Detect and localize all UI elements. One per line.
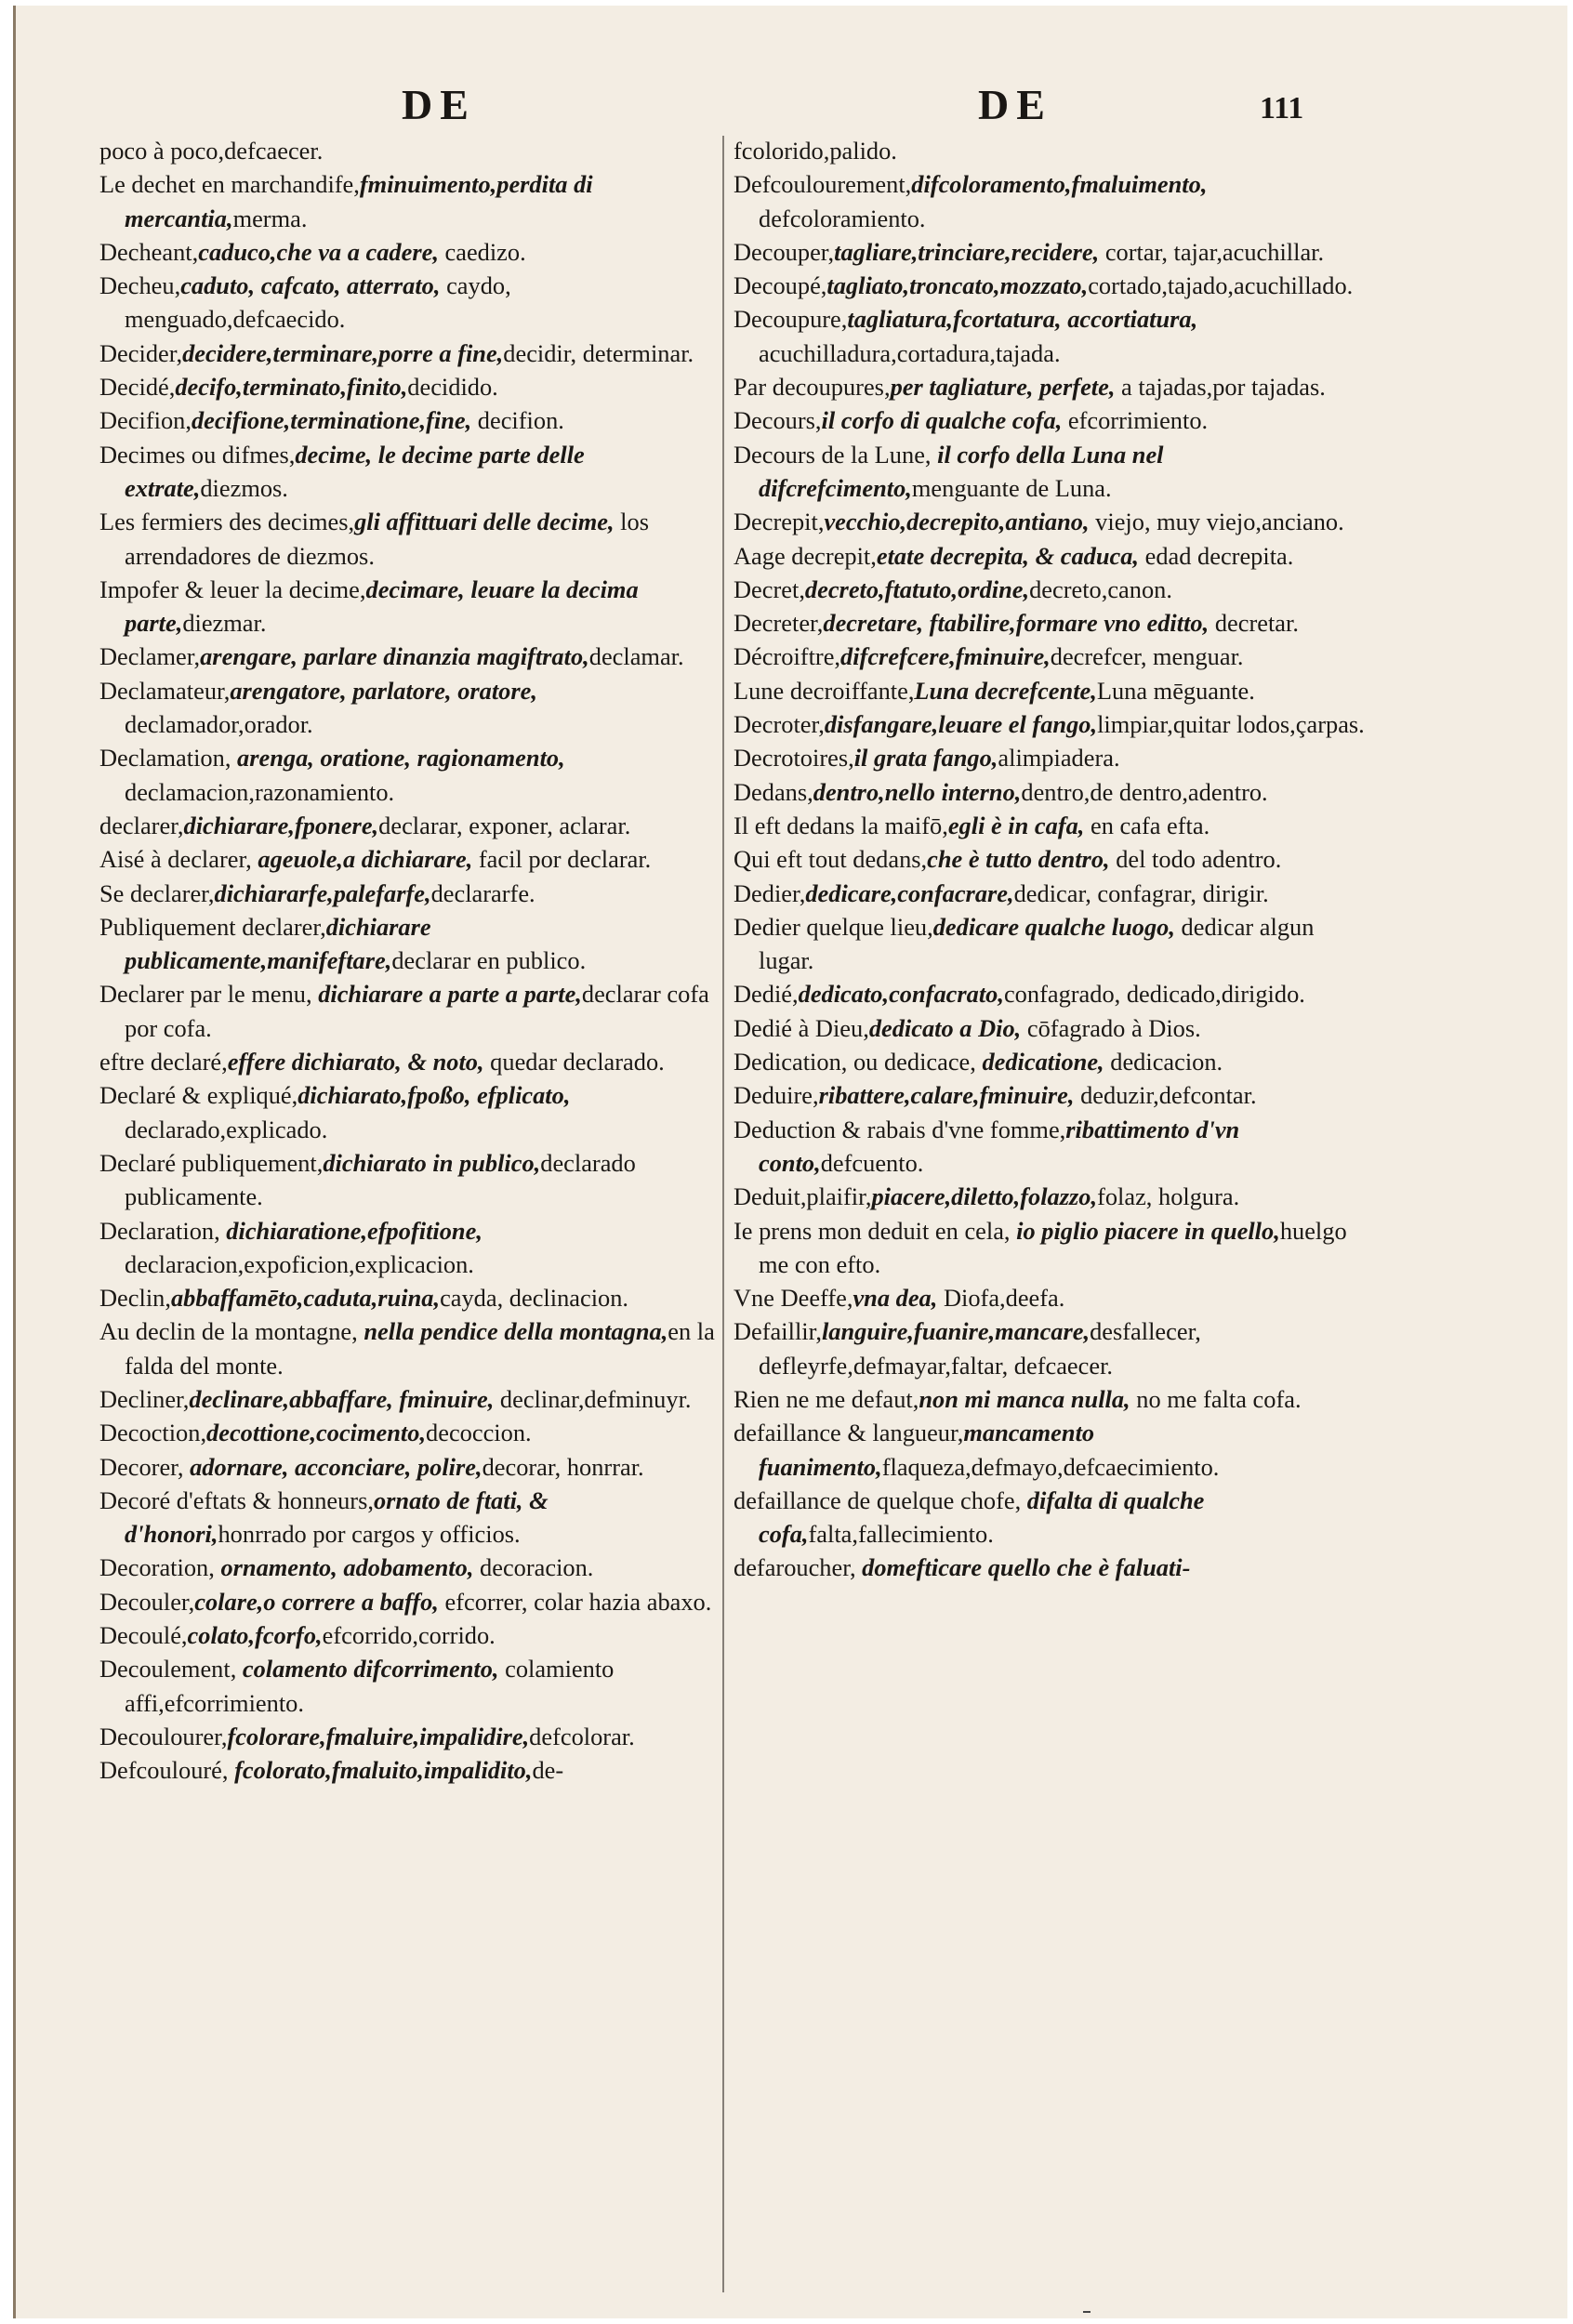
headword: Deduit,plaifir, <box>734 1182 872 1211</box>
italian-gloss: decime, le decime parte delle extrate, <box>125 440 585 502</box>
spanish-gloss: huelgo me con efto. <box>759 1216 1347 1278</box>
headword: Les fermiers des decimes, <box>99 508 355 536</box>
running-head-right: DE <box>978 81 1052 128</box>
headword: Decidé, <box>99 373 176 402</box>
dictionary-entry <box>99 1484 732 1552</box>
dictionary-entry <box>99 1214 732 1282</box>
headword: Decoupure, <box>734 305 848 334</box>
dictionary-entry <box>99 741 732 809</box>
spanish-gloss: deduzir,defcontar. <box>1074 1081 1257 1110</box>
spanish-gloss: del todo adentro. <box>1109 845 1282 874</box>
headword: Dedier, <box>734 878 806 907</box>
dictionary-entry <box>734 235 1366 269</box>
headword: Au declin de la montagne, <box>99 1317 364 1346</box>
headword: Decroter, <box>734 710 825 739</box>
headword: Decouler, <box>99 1587 195 1616</box>
spanish-gloss: alimpiadera. <box>998 744 1120 772</box>
dictionary-entry <box>99 1382 732 1416</box>
spanish-gloss: flaqueza,defmayo,defcaecimiento. <box>881 1452 1220 1481</box>
dictionary-entry <box>99 1045 732 1078</box>
spanish-gloss: decoracion. <box>473 1553 594 1582</box>
italian-gloss: decreto,ftatuto,ordine, <box>804 574 1030 603</box>
dictionary-entry <box>734 134 1366 167</box>
spanish-gloss: defcoloramiento. <box>759 204 926 232</box>
italian-gloss: tagliare,trinciare,recidere, <box>834 237 1100 266</box>
dictionary-entry <box>99 370 732 403</box>
dictionary-entry <box>99 573 732 640</box>
spanish-gloss: Luna mēguante. <box>1096 676 1255 705</box>
dictionary-entry <box>734 1281 1366 1314</box>
dictionary-entry <box>99 438 732 506</box>
headword: Rien ne me defaut, <box>734 1384 919 1413</box>
column-divider <box>722 136 724 2292</box>
headword: Defcoulouré, <box>99 1756 235 1785</box>
spanish-gloss: desfallecer, defleyrfe,defmayar,faltar, defcaecer. <box>759 1317 1201 1380</box>
italian-gloss: dichiarare a parte a parte, <box>318 980 582 1009</box>
spanish-gloss: honrrado por cargos y officios. <box>218 1520 521 1549</box>
dictionary-entry <box>99 877 732 910</box>
book-page <box>13 6 1567 2318</box>
dictionary-entry <box>734 1011 1366 1045</box>
italian-gloss: colato,fcorfo, <box>187 1621 323 1650</box>
headword: defaillance de quelque chofe, <box>734 1486 1027 1514</box>
spanish-gloss: declamar. <box>588 642 684 671</box>
dictionary-entry <box>99 167 732 235</box>
italian-gloss: dedicatione, <box>982 1048 1104 1076</box>
headword: Decouper, <box>734 237 835 266</box>
dictionary-entry <box>734 1113 1366 1181</box>
headword: Decoulé, <box>99 1621 188 1650</box>
headword: Vne Deeffe, <box>734 1284 853 1313</box>
headword: Dedication, ou dedicace, <box>734 1048 983 1076</box>
italian-gloss: io piglio piacere in quello, <box>1016 1216 1280 1245</box>
headword: Decoré d'eftats & honneurs, <box>99 1486 374 1514</box>
dictionary-entry <box>99 674 732 742</box>
italian-gloss: dedicare,confacrare, <box>805 878 1014 907</box>
spanish-gloss: no me falta cofa. <box>1130 1384 1302 1413</box>
italian-gloss: ribattere,calare,fminuire, <box>818 1081 1075 1110</box>
headword: Declamer, <box>99 642 201 671</box>
headword: Dedié à Dieu, <box>734 1013 869 1042</box>
dictionary-entry <box>99 910 732 978</box>
italian-gloss: vecchio,decrepito,antiano, <box>824 508 1090 536</box>
headword: Deduction & rabais d'vne fomme, <box>734 1115 1066 1143</box>
dictionary-entry <box>734 1045 1366 1078</box>
headword: Decorer, <box>99 1452 191 1481</box>
italian-gloss: decretare, ftabilire,formare vno editto, <box>823 609 1209 638</box>
italian-gloss: effere dichiarato, & noto, <box>227 1048 484 1076</box>
dictionary-entry <box>99 1416 732 1449</box>
italian-gloss: declinare,abbaffare, fminuire, <box>189 1384 495 1413</box>
headword: Decoction, <box>99 1419 207 1447</box>
spanish-gloss: diezmos. <box>200 473 288 502</box>
spanish-gloss: dedicar, confagrar, dirigir. <box>1013 878 1269 907</box>
italian-gloss: il grata fango, <box>853 744 998 772</box>
headword: Se declarer, <box>99 878 215 907</box>
italian-gloss: Luna decrefcente, <box>914 676 1097 705</box>
dictionary-entry <box>99 842 732 876</box>
spanish-gloss: dedicacion. <box>1104 1048 1223 1076</box>
spanish-gloss: viejo, muy viejo,anciano. <box>1089 508 1344 536</box>
headword: Aisé à declarer, <box>99 845 258 874</box>
italian-gloss: vna dea, <box>853 1284 938 1313</box>
italian-gloss: ageuole,a dichiarare, <box>258 845 473 874</box>
headword: Decoulement, <box>99 1655 243 1684</box>
spanish-gloss: efcorrer, colar hazia abaxo. <box>438 1587 712 1616</box>
left-column <box>99 134 732 2300</box>
italian-gloss: arenga, oratione, ragionamento, <box>231 744 565 772</box>
italian-gloss: il corfo di qualche cofa, <box>821 406 1063 435</box>
italian-gloss: decottione,cocimento, <box>206 1419 427 1447</box>
italian-gloss: mancamento fuanimento, <box>759 1419 1095 1481</box>
footer-mark <box>1083 2311 1091 2313</box>
spanish-gloss: facil por declarar. <box>472 845 652 874</box>
spanish-gloss: decreto,canon. <box>1029 574 1172 603</box>
italian-gloss: arengatore, parlatore, oratore, <box>230 676 537 705</box>
headword: Decliner, <box>99 1384 190 1413</box>
spanish-gloss: en cafa efta. <box>1084 811 1210 839</box>
spanish-gloss: cōfagrado à Dios. <box>1021 1013 1201 1042</box>
headword: Il eft dedans la maifō, <box>734 811 948 839</box>
headword: declarer, <box>99 811 184 839</box>
headword: Decours de la Lune, <box>734 440 938 469</box>
italian-gloss: domefticare quello che è faluati- <box>862 1553 1191 1582</box>
spanish-gloss: caedizo. <box>438 237 526 266</box>
italian-gloss: tagliatura,fcortatura, accortiatura, <box>847 305 1198 334</box>
dictionary-entry <box>734 910 1366 978</box>
spanish-gloss: defcolorar. <box>529 1722 635 1750</box>
dictionary-entry <box>734 1314 1366 1382</box>
italian-gloss: arengare, parlare dinanzia magiftrato, <box>200 642 589 671</box>
italian-gloss: colare,o correre a baffo, <box>194 1587 439 1616</box>
dictionary-entry <box>99 1281 732 1314</box>
dictionary-entry <box>99 1450 732 1484</box>
spanish-gloss: decifion. <box>471 406 564 435</box>
headword: Impofer & leuer la decime, <box>99 574 366 603</box>
dictionary-entry <box>734 606 1366 640</box>
dictionary-entry <box>99 1652 732 1720</box>
spanish-gloss: caydo, menguado,defcaecido. <box>125 271 511 334</box>
headword: Declarer par le menu, <box>99 980 319 1009</box>
italian-gloss: difalta di qualche cofa, <box>759 1486 1205 1549</box>
headword: Par decoupures, <box>734 373 891 402</box>
italian-gloss: dichiarare publicamente,manifeftare, <box>125 912 431 975</box>
headword: Decifion, <box>99 406 192 435</box>
dictionary-entry <box>99 1753 732 1787</box>
headword: Declaration, <box>99 1216 227 1245</box>
headword: Defaillir, <box>734 1317 822 1346</box>
italian-gloss: dichiararfe,palefarfe, <box>214 878 431 907</box>
headword: Dedans, <box>734 777 813 806</box>
spanish-gloss: acuchilladura,cortadura,tajada. <box>759 338 1061 367</box>
italian-gloss: difcrefcere,fminuire, <box>840 642 1051 671</box>
italian-gloss: nella pendice della montagna, <box>364 1317 668 1346</box>
headword: Le dechet en marchandife, <box>99 170 360 199</box>
spanish-gloss: declarar, exponer, aclarar. <box>378 811 631 839</box>
spanish-gloss: declinar,defminuyr. <box>494 1384 692 1413</box>
italian-gloss: colamento difcorrimento, <box>242 1655 499 1684</box>
dictionary-entry <box>99 1146 732 1214</box>
spanish-gloss: decrefcer, menguar. <box>1050 642 1244 671</box>
italian-gloss: tagliato,troncato,mozzato, <box>826 271 1089 300</box>
italian-gloss: ornato de ftati, & d'honori, <box>125 1486 549 1549</box>
dictionary-entry <box>99 977 732 1045</box>
spanish-gloss: efcorrimiento. <box>1062 406 1209 435</box>
headword: Décroiftre, <box>734 642 841 671</box>
dictionary-entry <box>734 707 1366 741</box>
italian-gloss: egli è in cafa, <box>947 811 1085 839</box>
spanish-gloss: declaracion,expoficion,explicacion. <box>125 1249 474 1278</box>
dictionary-entry <box>734 539 1366 573</box>
dictionary-entry <box>734 269 1366 302</box>
headword: Decoulourer, <box>99 1722 228 1750</box>
dictionary-entry <box>734 302 1366 370</box>
italian-gloss: difcoloramento,fmaluimento, <box>911 170 1208 199</box>
italian-gloss: gli affittuari delle decime, <box>354 508 615 536</box>
italian-gloss: ornamento, adobamento, <box>220 1553 474 1582</box>
spanish-gloss: los arrendadores de diezmos. <box>125 508 649 570</box>
italian-gloss: dichiaratione,efpofitione, <box>226 1216 482 1245</box>
spanish-gloss: declamador,orador. <box>125 710 313 739</box>
dictionary-entry <box>734 809 1366 842</box>
dictionary-entry <box>99 337 732 370</box>
spanish-gloss: poco à poco,defcaecer. <box>99 137 324 165</box>
italian-gloss: caduco,che va a cadere, <box>198 237 439 266</box>
headword: Qui eft tout dedans, <box>734 845 928 874</box>
dictionary-entry <box>734 1484 1366 1552</box>
italian-gloss: fminuimento,perdita di mercantia, <box>125 170 593 232</box>
italian-gloss: dedicare qualche luogo, <box>932 912 1175 941</box>
headword: defaillance & langueur, <box>734 1419 964 1447</box>
spanish-gloss: en la falda del monte. <box>125 1317 715 1380</box>
spanish-gloss: confagrado, dedicado,dirigido. <box>1003 980 1305 1009</box>
dictionary-entry <box>734 1382 1366 1416</box>
italian-gloss: adornare, acconciare, polire, <box>190 1452 482 1481</box>
spanish-gloss: declarar en publico. <box>391 946 587 975</box>
dictionary-entry <box>99 505 732 573</box>
headword: Dedié, <box>734 980 799 1009</box>
dictionary-entry <box>734 438 1366 506</box>
spanish-gloss: edad decrepita. <box>1139 541 1294 570</box>
dictionary-entry <box>734 775 1366 809</box>
italian-gloss: decimare, leuare la decima parte, <box>125 574 639 638</box>
dictionary-entry <box>99 1618 732 1652</box>
dictionary-entry <box>99 1314 732 1382</box>
dictionary-entry <box>734 877 1366 910</box>
spanish-gloss: falta,fallecimiento. <box>808 1520 994 1549</box>
headword: Decours, <box>734 406 822 435</box>
italian-gloss: dichiarare,fponere, <box>183 811 379 839</box>
italian-gloss: dedicato,confacrato, <box>798 980 1004 1009</box>
spanish-gloss: decorar, honrrar. <box>482 1452 644 1481</box>
spanish-gloss: cortar, tajar,acuchillar. <box>1099 237 1325 266</box>
spanish-gloss: decidido. <box>407 373 498 402</box>
italian-gloss: per tagliature, perfete, <box>890 373 1116 402</box>
dictionary-entry <box>99 235 732 269</box>
headword: Deduire, <box>734 1081 819 1110</box>
italian-gloss: dichiarato in publico, <box>323 1148 541 1177</box>
dictionary-entry <box>99 1078 732 1146</box>
headword: Decider, <box>99 338 183 367</box>
headword: Dedier quelque lieu, <box>734 912 933 941</box>
italian-gloss: dentro,nello interno, <box>813 777 1022 806</box>
spanish-gloss: decidir, determinar. <box>503 338 694 367</box>
headword: Decreter, <box>734 609 824 638</box>
dictionary-entry <box>734 1078 1366 1112</box>
headword: Decimes ou difmes, <box>99 440 296 469</box>
spanish-gloss: declarado,explicado. <box>125 1115 328 1143</box>
spanish-gloss: de- <box>532 1756 564 1785</box>
italian-gloss: piacere,diletto,folazzo, <box>871 1182 1098 1211</box>
dictionary-entry <box>734 977 1366 1010</box>
italian-gloss: caduto, cafcato, atterrato, <box>180 271 441 300</box>
spanish-gloss: decoccion. <box>426 1419 532 1447</box>
spanish-gloss: dedicar algun lugar. <box>759 912 1315 975</box>
dictionary-entry <box>734 1180 1366 1213</box>
spanish-gloss: declarar cofa por cofa. <box>125 980 709 1042</box>
italian-gloss: non mi manca nulla, <box>919 1384 1130 1413</box>
headword: Declaré publiquement, <box>99 1148 324 1177</box>
dictionary-entry <box>99 1720 732 1753</box>
spanish-gloss: colamiento affi,efcorrimiento. <box>125 1655 615 1717</box>
italian-gloss: decifione,terminatione,fine, <box>191 406 472 435</box>
italian-gloss: decidere,terminare,porre a fine, <box>182 338 504 367</box>
headword: eftre declaré, <box>99 1048 228 1076</box>
spanish-gloss: defcuento. <box>820 1148 924 1177</box>
spanish-gloss: declamacion,razonamiento. <box>125 777 395 806</box>
italian-gloss: fcolorato,fmaluito,impalidito, <box>234 1756 533 1785</box>
spanish-gloss: a tajadas,por tajadas. <box>1115 373 1326 402</box>
dictionary-entry <box>99 809 732 842</box>
dictionary-entry <box>734 1416 1366 1484</box>
page-number: 111 <box>1260 91 1304 125</box>
dictionary-entry <box>734 505 1366 538</box>
italian-gloss: abbaffamēto,caduta,ruina, <box>170 1284 441 1313</box>
headword: Decrotoires, <box>734 744 854 772</box>
spanish-gloss: menguante de Luna. <box>911 473 1112 502</box>
dictionary-entry <box>734 640 1366 673</box>
dictionary-entry <box>734 1551 1366 1584</box>
italian-gloss: languire,fuanire,mancare, <box>821 1317 1091 1346</box>
spanish-gloss: merma. <box>232 204 308 232</box>
headword: Aage decrepit, <box>734 541 877 570</box>
dictionary-entry <box>734 573 1366 606</box>
headword: Declamation, <box>99 744 231 772</box>
headword: Publiquement declarer, <box>99 912 326 941</box>
headword: Decheu, <box>99 271 181 300</box>
italian-gloss: fcolorare,fmaluire,impalidire, <box>227 1722 530 1750</box>
spanish-gloss: Diofa,deefa. <box>937 1284 1065 1313</box>
spanish-gloss: declarado publicamente. <box>125 1148 636 1211</box>
spanish-gloss: cayda, declinacion. <box>440 1284 629 1313</box>
headword: Decret, <box>734 574 805 603</box>
italian-gloss: ribattimento d'vn conto, <box>759 1115 1240 1177</box>
right-column <box>734 134 1366 2300</box>
dictionary-entry <box>734 842 1366 876</box>
italian-gloss: dedicato a Dio, <box>868 1013 1022 1042</box>
headword: Decoupé, <box>734 271 827 300</box>
spanish-gloss: quedar declarado. <box>483 1048 665 1076</box>
italian-gloss: decifo,terminato,finito, <box>175 373 408 402</box>
headword: Declin, <box>99 1284 171 1313</box>
spanish-gloss: limpiar,quitar lodos,çarpas. <box>1097 710 1365 739</box>
dictionary-entry <box>99 403 732 437</box>
dictionary-entry <box>99 1585 732 1618</box>
italian-gloss: etate decrepita, & caduca, <box>876 541 1140 570</box>
italian-gloss: il corfo della Luna nel difcrefcimento, <box>759 440 1164 502</box>
italian-gloss: che è tutto dentro, <box>927 845 1110 874</box>
dictionary-entry <box>734 167 1366 235</box>
dictionary-entry <box>99 134 732 167</box>
headword: Declamateur, <box>99 676 231 705</box>
headword: Lune decroiffante, <box>734 676 915 705</box>
spanish-gloss: diezmar. <box>182 609 267 638</box>
spanish-gloss: cortado,tajado,acuchillado. <box>1088 271 1354 300</box>
headword: defaroucher, <box>734 1553 863 1582</box>
headword: Defcoulourement, <box>734 170 912 199</box>
dictionary-entry <box>99 640 732 673</box>
headword: Declaré & expliqué, <box>99 1081 298 1110</box>
italian-gloss: dichiarato,fpoßo, efplicato, <box>297 1081 571 1110</box>
spanish-gloss: folaz, holgura. <box>1097 1182 1240 1211</box>
italian-gloss: disfangare,leuare el fango, <box>824 710 1098 739</box>
headword: Decheant, <box>99 237 199 266</box>
spanish-gloss: declararfe. <box>430 878 535 907</box>
dictionary-entry <box>734 741 1366 774</box>
dictionary-entry <box>734 370 1366 403</box>
headword: Decoration, <box>99 1553 221 1582</box>
headword: Decrepit, <box>734 508 825 536</box>
running-head-left: DE <box>402 81 476 128</box>
dictionary-entry <box>99 1551 732 1584</box>
headword: Ie prens mon deduit en cela, <box>734 1216 1017 1245</box>
dictionary-entry <box>734 674 1366 707</box>
spanish-gloss: dentro,de dentro,adentro. <box>1021 777 1268 806</box>
dictionary-entry <box>734 1214 1366 1282</box>
spanish-gloss: efcorrido,corrido. <box>322 1621 496 1650</box>
dictionary-entry <box>99 269 732 337</box>
spanish-gloss: decretar. <box>1209 609 1299 638</box>
dictionary-entry <box>734 403 1366 437</box>
spanish-gloss: fcolorido,palido. <box>734 137 897 165</box>
